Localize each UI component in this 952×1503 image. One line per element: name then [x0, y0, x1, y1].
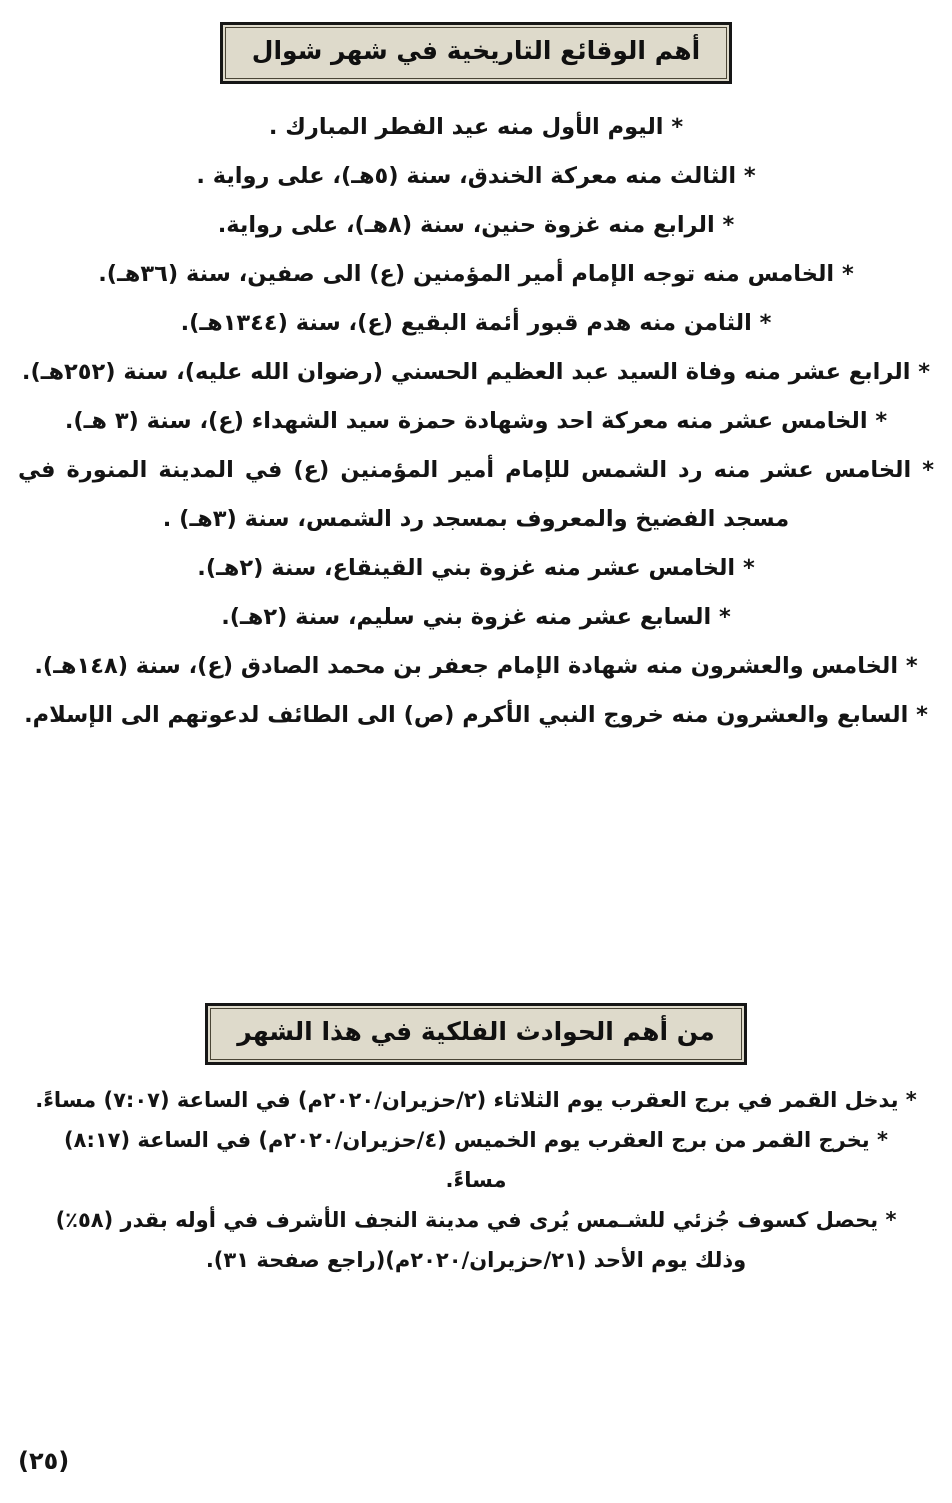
list-item: * الخامس والعشرون منه شهادة الإمام جعفر بن محمد الصادق (ع)، سنة (١٤٨هـ).: [34, 653, 918, 679]
header-plaque-inner: [210, 1008, 741, 1060]
list-item: * الثامن منه هدم قبور أئمة البقيع (ع)، سنة (١٣٤٤هـ).: [180, 310, 772, 336]
list-item: * اليوم الأول منه عيد الفطر المبارك .: [268, 114, 684, 140]
list-item: * الخامس عشر منه رد الشمس للإمام أمير المؤمنين (ع) في المدينة المنورة في مسجد الفضيخ والمعروف بمسجد رد الشمس، سنة (٣هـ) .: [18, 457, 934, 532]
list-item: * الرابع منه غزوة حنين، سنة (٨هـ)، على رواية.: [217, 212, 735, 238]
header-plaque-frame: [220, 22, 732, 84]
list-item: * يحصل كسوف جُزئي للشـمس يُرى في مدينة النجف الأشرف في أوله بقدر (٥٨٪): [55, 1208, 897, 1232]
astronomical-events-header: [0, 1003, 952, 1065]
page-number: (٢٥): [18, 1447, 70, 1475]
list-item-continuation: وذلك يوم الأحد (٢١/حزيران/٢٠٢٠م)(راجع صفحة ٣١).: [205, 1248, 747, 1272]
historical-events-list: [18, 103, 934, 740]
list-item: * الخامس منه توجه الإمام أمير المؤمنين (ع) الى صفين، سنة (٣٦هـ).: [98, 261, 854, 287]
list-item: * السابع والعشرون منه خروج النبي الأكرم (ص) الى الطائف لدعوتهم الى الإسلام.: [24, 702, 928, 728]
header-plaque-frame: [205, 1003, 746, 1065]
list-item-continuation: مساءً.: [445, 1168, 507, 1192]
list-item: * يدخل القمر في برج العقرب يوم الثلاثاء (٢/حزيران/٢٠٢٠م) في الساعة (٧:٠٧) مساءً.: [35, 1088, 917, 1112]
historical-events-header: [0, 22, 952, 84]
list-item: * الرابع عشر منه وفاة السيد عبد العظيم الحسني (رضوان الله عليه)، سنة (٢٥٢هـ).: [21, 359, 931, 385]
historical-events-title: أهم الوقائع التاريخية في شهر شوال: [251, 36, 701, 65]
list-item: * الخامس عشر منه معركة احد وشهادة حمزة سيد الشهداء (ع)، سنة (٣ هـ).: [64, 408, 888, 434]
list-item: * الخامس عشر منه غزوة بني القينقاع، سنة (٢هـ).: [197, 555, 755, 581]
header-plaque-inner: [225, 27, 727, 79]
list-item: * السابع عشر منه غزوة بني سليم، سنة (٢هـ).: [221, 604, 731, 630]
list-item: * الثالث منه معركة الخندق، سنة (٥هـ)، على رواية .: [196, 163, 756, 189]
astronomical-events-title: من أهم الحوادث الفلكية في هذا الشهر: [237, 1017, 715, 1046]
astronomical-events-list: [14, 1080, 938, 1280]
list-item: * يخرج القمر من برج العقرب يوم الخميس (٤/حزيران/٢٠٢٠م) في الساعة (٨:١٧): [64, 1128, 888, 1152]
